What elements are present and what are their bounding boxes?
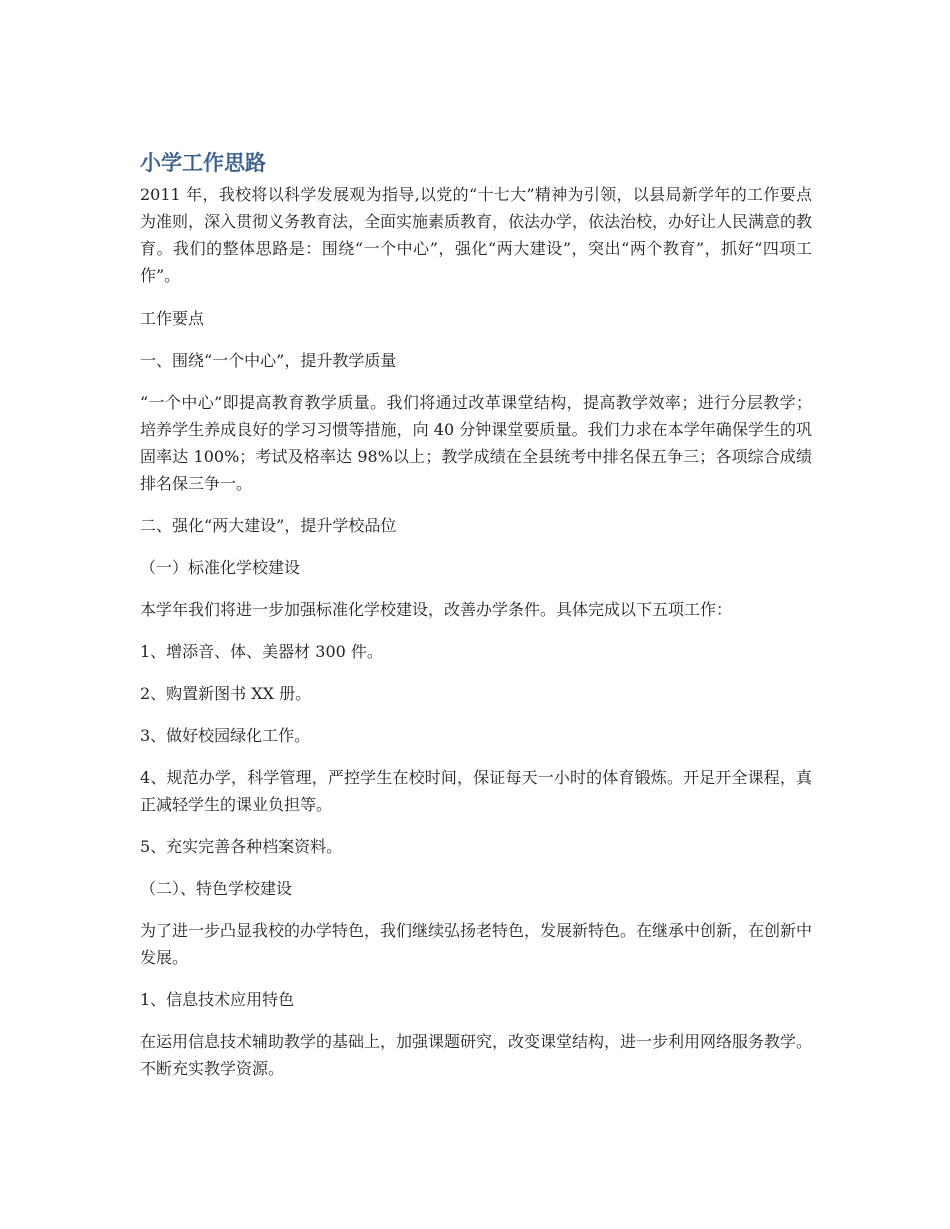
section-heading-two-constructions: 二、强化“两大建设”，提升学校品位 [140,516,397,535]
subheading-featured-school: （二）、特色学校建设 [140,879,293,898]
subheading-standardized-school: （一）标准化学校建设 [140,558,301,577]
list-item-5: 5、充实完善各种档案资料。 [140,837,343,856]
section-heading-one-center: 一、围绕“一个中心”，提升教学质量 [140,351,397,370]
list-item-4: 4、规范办学，科学管理，严控学生在校时间，保证每天一小时的体育锻炼。开足开全课程，真正减轻学生的课业负担等。 [140,768,812,814]
document-title: 小学工作思路 [140,151,266,175]
list-item-3: 3、做好校园绿化工作。 [140,726,311,745]
featured-school-paragraph: 为了进一步凸显我校的办学特色，我们继续弘扬老特色，发展新特色。在继承中创新，在创新中发展。 [140,921,813,967]
one-center-paragraph: “一个中心”即提高教育教学质量。我们将通过改革课堂结构，提高教学效率；进行分层教学；培养学生养成良好的学习习惯等措施，向 40 分钟课堂要质量。我们力求在本学年确保学生的巩固率达 100%；考试及格率达 98%以上；教学成绩在全县统考中排名保五争三；各项综合成绩排名保三争一。 [140,393,812,493]
standardized-school-paragraph: 本学年我们将进一步加强标准化学校建设，改善办学条件。具体完成以下五项工作： [140,600,733,619]
list-item-1: 1、增添音、体、美器材 300 件。 [140,642,383,661]
list-item-2: 2、购置新图书 XX 册。 [140,684,312,703]
section-heading-key-points: 工作要点 [140,309,205,328]
document-page [140,148,812,1097]
it-feature-paragraph: 在运用信息技术辅助教学的基础上，加强课题研究，改变课堂结构，进一步利用网络服务教学。不断充实教学资源。 [140,1032,813,1078]
intro-paragraph: 2011 年，我校将以科学发展观为指导,以党的“十七大”精神为引领，以县局新学年的工作要点为准则，深入贯彻义务教育法，全面实施素质教育，依法办学，依法治校，办好让人民满意的教育。我们的整体思路是：围绕“一个中心”，强化“两大建设”，突出“两个教育”，抓好“四项工作”。 [140,185,813,285]
subheading-it-feature: 1、信息技术应用特色 [140,990,295,1009]
